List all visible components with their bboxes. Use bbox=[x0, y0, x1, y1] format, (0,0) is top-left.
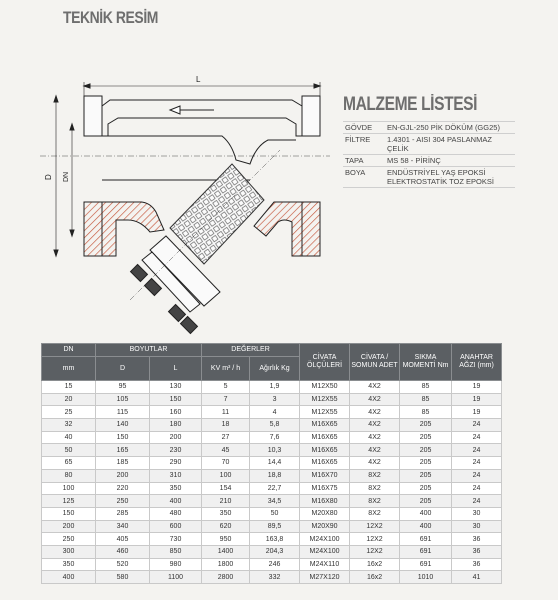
cell-kv: 18 bbox=[202, 419, 250, 432]
materials-row bbox=[343, 134, 515, 155]
cell-bolt-size: M16X80 bbox=[300, 495, 350, 508]
materials-title: MALZEME LİSTESİ bbox=[343, 94, 478, 115]
cell-bolt-count: 16x2 bbox=[350, 558, 400, 571]
table-row bbox=[42, 381, 502, 394]
cell-kv: 154 bbox=[202, 482, 250, 495]
cell-l: 310 bbox=[150, 469, 202, 482]
cell-bolt-count: 12X2 bbox=[350, 533, 400, 546]
cell-torque: 400 bbox=[400, 507, 452, 520]
table-row bbox=[42, 469, 502, 482]
cell-bolt-size: M16X75 bbox=[300, 482, 350, 495]
header-civata-somun-adet: CİVATA / SOMUN ADET bbox=[350, 344, 400, 381]
material-value: ENDÜSTRİYEL YAŞ EPOKSİ ELEKTROSTATİK TOZ EPOKSİ bbox=[385, 167, 515, 188]
cell-dn: 400 bbox=[42, 571, 96, 584]
cell-wrench: 41 bbox=[452, 571, 502, 584]
cell-weight: 89,5 bbox=[250, 520, 300, 533]
technical-drawing bbox=[0, 60, 340, 350]
cell-bolt-count: 4X2 bbox=[350, 406, 400, 419]
cell-dn: 125 bbox=[42, 495, 96, 508]
cell-wrench: 36 bbox=[452, 545, 502, 558]
cell-weight: 3 bbox=[250, 393, 300, 406]
cell-weight: 5,8 bbox=[250, 419, 300, 432]
cell-weight: 1,9 bbox=[250, 381, 300, 394]
materials-row bbox=[343, 155, 515, 167]
cell-l: 150 bbox=[150, 393, 202, 406]
header-boyutlar: BOYUTLAR bbox=[96, 344, 202, 357]
cell-bolt-count: 4X2 bbox=[350, 431, 400, 444]
cell-torque: 691 bbox=[400, 545, 452, 558]
cell-l: 600 bbox=[150, 520, 202, 533]
cell-weight: 7,6 bbox=[250, 431, 300, 444]
header-anahtar-agzi: ANAHTAR AĞZI (mm) bbox=[452, 344, 502, 381]
cell-d: 185 bbox=[96, 457, 150, 470]
cell-dn: 300 bbox=[42, 545, 96, 558]
material-key: TAPA bbox=[343, 155, 385, 167]
cell-bolt-size: M12X50 bbox=[300, 381, 350, 394]
table-row bbox=[42, 520, 502, 533]
cell-dn: 50 bbox=[42, 444, 96, 457]
cell-kv: 45 bbox=[202, 444, 250, 457]
cell-d: 220 bbox=[96, 482, 150, 495]
cell-d: 580 bbox=[96, 571, 150, 584]
materials-row bbox=[343, 122, 515, 134]
cell-bolt-size: M16X65 bbox=[300, 419, 350, 432]
cell-bolt-count: 16x2 bbox=[350, 571, 400, 584]
materials-row bbox=[343, 167, 515, 188]
cell-l: 180 bbox=[150, 419, 202, 432]
table-row bbox=[42, 533, 502, 546]
cell-l: 400 bbox=[150, 495, 202, 508]
cell-bolt-count: 8X2 bbox=[350, 507, 400, 520]
table-row bbox=[42, 393, 502, 406]
cell-dn: 350 bbox=[42, 558, 96, 571]
header-sikma-momenti: SIKMA MOMENTİ Nm bbox=[400, 344, 452, 381]
cell-d: 140 bbox=[96, 419, 150, 432]
cell-kv: 2800 bbox=[202, 571, 250, 584]
cell-bolt-size: M16X65 bbox=[300, 457, 350, 470]
cell-torque: 400 bbox=[400, 520, 452, 533]
cell-wrench: 24 bbox=[452, 482, 502, 495]
cell-kv: 100 bbox=[202, 469, 250, 482]
cell-wrench: 24 bbox=[452, 444, 502, 457]
cell-weight: 22,7 bbox=[250, 482, 300, 495]
cell-torque: 691 bbox=[400, 558, 452, 571]
cell-d: 150 bbox=[96, 431, 150, 444]
table-row bbox=[42, 419, 502, 432]
cell-d: 200 bbox=[96, 469, 150, 482]
cell-kv: 1800 bbox=[202, 558, 250, 571]
cell-weight: 14,4 bbox=[250, 457, 300, 470]
cell-bolt-size: M12X55 bbox=[300, 406, 350, 419]
cell-bolt-count: 4X2 bbox=[350, 381, 400, 394]
cell-d: 115 bbox=[96, 406, 150, 419]
cell-kv: 7 bbox=[202, 393, 250, 406]
materials-table bbox=[343, 121, 515, 188]
cell-bolt-count: 8X2 bbox=[350, 495, 400, 508]
cell-torque: 205 bbox=[400, 457, 452, 470]
header-mm: mm bbox=[42, 357, 96, 381]
table-row bbox=[42, 444, 502, 457]
table-row bbox=[42, 482, 502, 495]
cell-torque: 85 bbox=[400, 393, 452, 406]
cell-wrench: 19 bbox=[452, 381, 502, 394]
material-value: MS 58 - PİRİNÇ bbox=[385, 155, 515, 167]
cell-dn: 100 bbox=[42, 482, 96, 495]
cell-dn: 40 bbox=[42, 431, 96, 444]
table-row bbox=[42, 495, 502, 508]
cell-weight: 204,3 bbox=[250, 545, 300, 558]
header-kv: KV m³ / h bbox=[202, 357, 250, 381]
cell-bolt-size: M20X90 bbox=[300, 520, 350, 533]
cell-wrench: 19 bbox=[452, 406, 502, 419]
cell-kv: 620 bbox=[202, 520, 250, 533]
cell-l: 1100 bbox=[150, 571, 202, 584]
cell-d: 285 bbox=[96, 507, 150, 520]
cell-l: 480 bbox=[150, 507, 202, 520]
cell-d: 520 bbox=[96, 558, 150, 571]
cell-wrench: 24 bbox=[452, 419, 502, 432]
table-row bbox=[42, 431, 502, 444]
cell-bolt-size: M20X80 bbox=[300, 507, 350, 520]
cell-bolt-size: M24X100 bbox=[300, 533, 350, 546]
table-row bbox=[42, 457, 502, 470]
cell-bolt-count: 4X2 bbox=[350, 457, 400, 470]
cell-torque: 85 bbox=[400, 381, 452, 394]
dimension-label-l: L bbox=[196, 75, 201, 84]
header-agirlik: Ağırlık Kg bbox=[250, 357, 300, 381]
cell-dn: 80 bbox=[42, 469, 96, 482]
cell-wrench: 24 bbox=[452, 457, 502, 470]
cell-bolt-size: M24X110 bbox=[300, 558, 350, 571]
cell-bolt-count: 4X2 bbox=[350, 419, 400, 432]
table-row bbox=[42, 507, 502, 520]
cell-l: 850 bbox=[150, 545, 202, 558]
cell-dn: 25 bbox=[42, 406, 96, 419]
cell-wrench: 24 bbox=[452, 495, 502, 508]
cell-wrench: 19 bbox=[452, 393, 502, 406]
cell-kv: 27 bbox=[202, 431, 250, 444]
cell-d: 105 bbox=[96, 393, 150, 406]
cell-torque: 205 bbox=[400, 482, 452, 495]
cell-wrench: 24 bbox=[452, 431, 502, 444]
spec-table-body bbox=[42, 381, 502, 584]
cell-weight: 4 bbox=[250, 406, 300, 419]
cell-torque: 205 bbox=[400, 495, 452, 508]
cell-kv: 950 bbox=[202, 533, 250, 546]
cell-weight: 34,5 bbox=[250, 495, 300, 508]
material-value: 1.4301 - AISI 304 PASLANMAZ ÇELİK bbox=[385, 134, 515, 155]
table-row bbox=[42, 558, 502, 571]
cell-weight: 163,8 bbox=[250, 533, 300, 546]
cell-bolt-count: 4X2 bbox=[350, 393, 400, 406]
cell-bolt-count: 12X2 bbox=[350, 520, 400, 533]
cell-bolt-size: M12X55 bbox=[300, 393, 350, 406]
cell-wrench: 36 bbox=[452, 558, 502, 571]
cell-dn: 200 bbox=[42, 520, 96, 533]
cell-torque: 1010 bbox=[400, 571, 452, 584]
cell-l: 230 bbox=[150, 444, 202, 457]
cell-dn: 250 bbox=[42, 533, 96, 546]
cell-d: 340 bbox=[96, 520, 150, 533]
cell-kv: 5 bbox=[202, 381, 250, 394]
cell-weight: 246 bbox=[250, 558, 300, 571]
cell-wrench: 30 bbox=[452, 507, 502, 520]
cell-l: 130 bbox=[150, 381, 202, 394]
header-dn: DN bbox=[42, 344, 96, 357]
cell-bolt-count: 8X2 bbox=[350, 469, 400, 482]
cell-d: 95 bbox=[96, 381, 150, 394]
cell-l: 730 bbox=[150, 533, 202, 546]
table-row bbox=[42, 545, 502, 558]
cell-torque: 205 bbox=[400, 431, 452, 444]
cell-weight: 10,3 bbox=[250, 444, 300, 457]
cell-wrench: 24 bbox=[452, 469, 502, 482]
cell-bolt-count: 8X2 bbox=[350, 482, 400, 495]
cell-torque: 85 bbox=[400, 406, 452, 419]
cell-dn: 65 bbox=[42, 457, 96, 470]
cell-dn: 15 bbox=[42, 381, 96, 394]
table-row bbox=[42, 406, 502, 419]
cell-wrench: 30 bbox=[452, 520, 502, 533]
cell-kv: 1400 bbox=[202, 545, 250, 558]
cell-torque: 205 bbox=[400, 469, 452, 482]
cell-torque: 205 bbox=[400, 444, 452, 457]
cell-l: 160 bbox=[150, 406, 202, 419]
cell-dn: 150 bbox=[42, 507, 96, 520]
cell-dn: 32 bbox=[42, 419, 96, 432]
cell-wrench: 36 bbox=[452, 533, 502, 546]
dimension-label-dn: DN bbox=[63, 171, 70, 182]
cell-d: 250 bbox=[96, 495, 150, 508]
cell-l: 200 bbox=[150, 431, 202, 444]
cell-bolt-size: M27X120 bbox=[300, 571, 350, 584]
cell-bolt-size: M16X70 bbox=[300, 469, 350, 482]
cell-bolt-count: 12X2 bbox=[350, 545, 400, 558]
cell-l: 350 bbox=[150, 482, 202, 495]
header-d: D bbox=[96, 357, 150, 381]
cell-torque: 205 bbox=[400, 419, 452, 432]
spec-table bbox=[41, 343, 502, 584]
cell-d: 405 bbox=[96, 533, 150, 546]
cell-torque: 691 bbox=[400, 533, 452, 546]
dimension-label-d: D bbox=[44, 174, 53, 180]
header-degerler: DEĞERLER bbox=[202, 344, 300, 357]
material-key: GÖVDE bbox=[343, 122, 385, 134]
cell-bolt-size: M16X65 bbox=[300, 444, 350, 457]
header-civata-olculeri: CİVATA ÖLÇÜLERİ bbox=[300, 344, 350, 381]
table-row bbox=[42, 571, 502, 584]
cell-kv: 350 bbox=[202, 507, 250, 520]
cell-kv: 11 bbox=[202, 406, 250, 419]
cell-d: 165 bbox=[96, 444, 150, 457]
cell-weight: 50 bbox=[250, 507, 300, 520]
cell-weight: 18,8 bbox=[250, 469, 300, 482]
page-title: TEKNİK RESİM bbox=[63, 8, 158, 27]
material-key: BOYA bbox=[343, 167, 385, 188]
cell-bolt-size: M16X65 bbox=[300, 431, 350, 444]
cell-kv: 210 bbox=[202, 495, 250, 508]
cell-bolt-size: M24X100 bbox=[300, 545, 350, 558]
cell-kv: 70 bbox=[202, 457, 250, 470]
cell-bolt-count: 4X2 bbox=[350, 444, 400, 457]
header-l: L bbox=[150, 357, 202, 381]
cell-dn: 20 bbox=[42, 393, 96, 406]
cell-l: 290 bbox=[150, 457, 202, 470]
cell-weight: 332 bbox=[250, 571, 300, 584]
cell-d: 460 bbox=[96, 545, 150, 558]
material-value: EN-GJL-250 PİK DÖKÜM (GG25) bbox=[385, 122, 515, 134]
material-key: FİLTRE bbox=[343, 134, 385, 155]
cell-l: 980 bbox=[150, 558, 202, 571]
